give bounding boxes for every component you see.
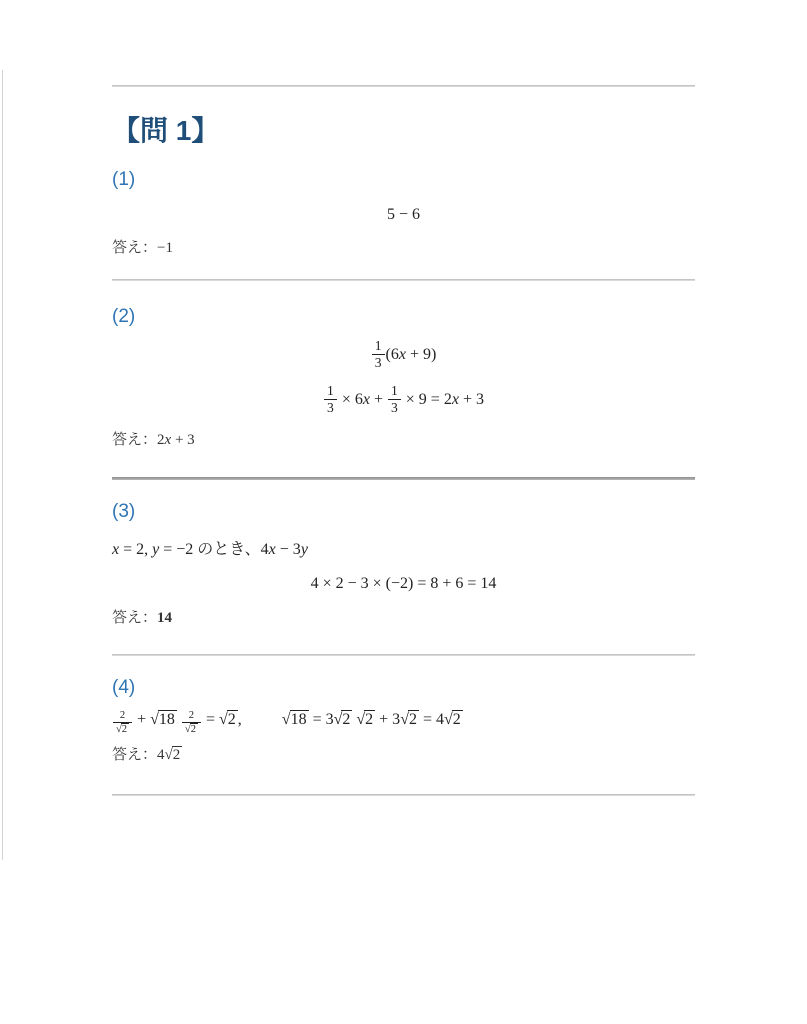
question-number: (3): [112, 500, 136, 522]
section-1: [112, 168, 695, 258]
answer-line: [112, 745, 695, 765]
divider: [112, 85, 695, 87]
answer-label: 答え：: [112, 747, 158, 764]
answer-value: 2x + 3: [157, 431, 195, 448]
answer-value: −1: [157, 239, 173, 256]
divider: [112, 794, 695, 796]
section-2: [112, 305, 695, 450]
answer-label: 答え：: [112, 239, 158, 256]
document-page: [112, 0, 695, 796]
math-expression: $\frac{2}{√2}$ + √18 $\frac{2}{√2}$ = √2 , √18 = 3√2 √2 + 3√2 = 4√2: [112, 710, 695, 735]
divider: [112, 654, 695, 656]
question-number: (4): [112, 677, 136, 699]
problem-title: 【問 1】: [112, 115, 220, 146]
math-expression: 5 − 6: [386, 205, 421, 223]
divider: [112, 279, 695, 281]
section-3: [112, 500, 695, 629]
math-expression: 4 × 2 − 3 × (−2) = 8 + 6 = 14: [310, 575, 497, 593]
page-left-border: [2, 70, 3, 860]
answer-line: [112, 608, 695, 628]
question-number: (1): [112, 169, 136, 190]
section-4: [112, 676, 695, 765]
answer-line: [112, 430, 695, 450]
math-expression: $\frac{1}{3}$ (6x + 9): [112, 339, 695, 371]
answer-line: [112, 238, 695, 258]
answer-label: 答え：: [112, 610, 158, 627]
answer-label: 答え：: [112, 431, 158, 448]
math-expression: $\frac{1}{3}$ × 6x + $\frac{1}{3}$ × 9 = 2x + 3: [112, 384, 695, 416]
question-number: (2): [112, 305, 136, 327]
answer-value: 14: [157, 610, 173, 627]
section-break-divider: [112, 477, 695, 480]
math-expression: x = 2, y = −2 のとき、4x − 3y: [112, 540, 308, 558]
answer-value: 4√2: [157, 747, 181, 764]
